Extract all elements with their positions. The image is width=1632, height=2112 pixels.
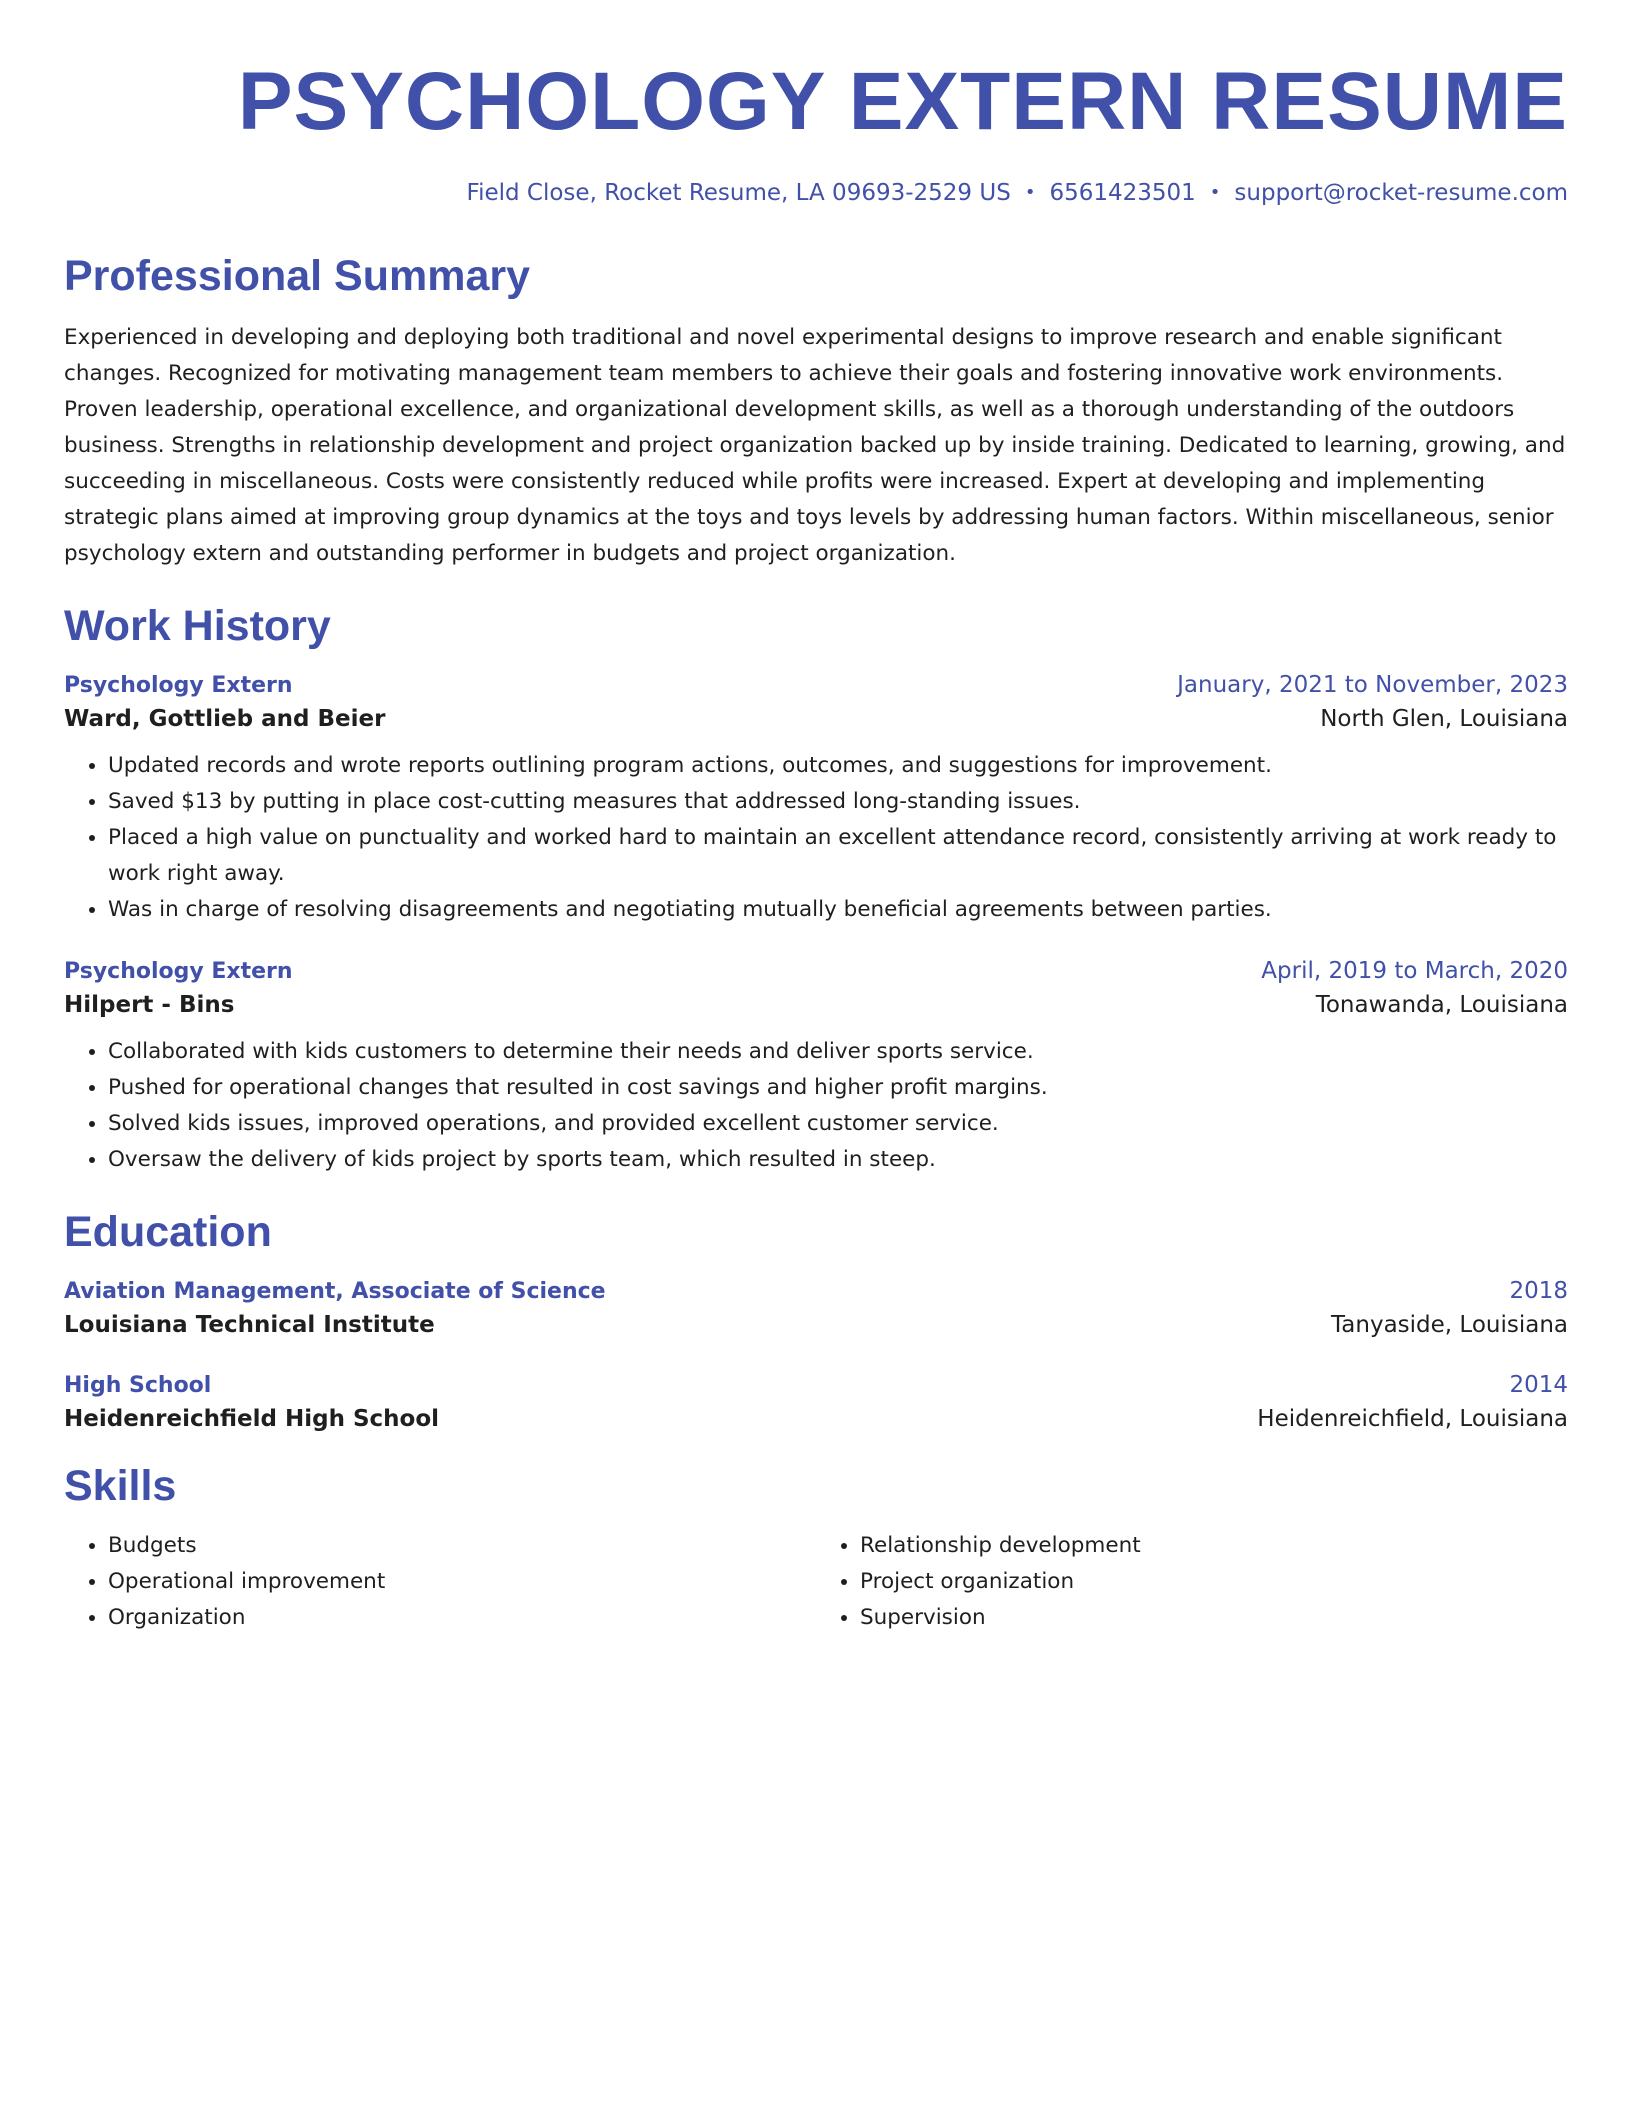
education-degree: Aviation Management, Associate of Science [64, 1279, 606, 1304]
skill-item: • Project organization [860, 1564, 1568, 1600]
education-location: Heidenreichfield, Louisiana [1257, 1406, 1568, 1432]
education-year: 2014 [1509, 1372, 1568, 1398]
education-header-row [64, 1278, 1568, 1304]
job-location: North Glen, Louisiana [1320, 706, 1568, 732]
education-year: 2018 [1509, 1278, 1568, 1304]
summary-text: Experienced in developing and deploying both traditional and novel experimental designs to improve research and enable significant changes. Recognized for motivating management team members to achieve their goals and fostering innovative work environments. Proven leadership, operational excellence, and organizational development skills, as well as a thorough understanding of the outdoors business. Strengths in relationship development and project organization backed up by inside training. Dedicated to learning, growing, and succeeding in miscellaneous. Costs were consistently reduced while profits were increased. Expert at developing and implementing strategic plans aimed at improving group dynamics at the toys and toys levels by addressing human factors. Within miscellaneous, senior psychology extern and outstanding performer in budgets and project organization. [64, 325, 1566, 566]
contact-line [64, 180, 1568, 206]
job-entry [64, 672, 1568, 928]
job-dates: January, 2021 to November, 2023 [1177, 672, 1568, 698]
skills-columns [64, 1528, 1568, 1636]
skill-item: • Supervision [860, 1600, 1568, 1636]
skill-item: • Relationship development [860, 1528, 1568, 1564]
summary-section [64, 248, 1568, 572]
list-item: • Collaborated with kids customers to determine their needs and deliver sports service. [108, 1034, 1568, 1070]
job-header-row [64, 672, 1568, 698]
education-school-row [64, 1312, 1568, 1338]
resume-header [64, 0, 1568, 206]
job-company: Hilpert - Bins [64, 992, 235, 1018]
job-company: Ward, Gottlieb and Beier [64, 706, 386, 732]
job-entry [64, 958, 1568, 1178]
skill-item: • Budgets [108, 1528, 816, 1564]
job-header-row [64, 958, 1568, 984]
list-item: • Was in charge of resolving disagreements and negotiating mutually beneficial agreements between parties. [108, 892, 1568, 928]
list-item: • Placed a high value on punctuality and worked hard to maintain an excellent attendance record, consistently arriving at work ready to work right away. [108, 820, 1568, 892]
skills-list-left [64, 1528, 816, 1636]
contact-separator: • [1024, 182, 1036, 203]
education-school: Heidenreichfield High School [64, 1406, 440, 1432]
skills-heading: Skills [64, 1462, 177, 1510]
list-item: • Saved $13 by putting in place cost-cutting measures that addressed long-standing issues. [108, 784, 1568, 820]
education-entry [64, 1372, 1568, 1432]
contact-email: support@rocket-resume.com [1234, 180, 1568, 206]
job-bullets [64, 1034, 1568, 1178]
contact-address: Field Close, Rocket Resume, LA 09693-2529 US [466, 180, 1011, 206]
job-dates: April, 2019 to March, 2020 [1261, 958, 1568, 984]
education-degree: High School [64, 1373, 212, 1398]
summary-heading: Professional Summary [64, 252, 531, 300]
list-item: • Oversaw the delivery of kids project by sports team, which resulted in steep. [108, 1142, 1568, 1178]
job-role: Psychology Extern [64, 673, 293, 698]
skills-list-right [816, 1528, 1568, 1636]
contact-separator: • [1209, 182, 1221, 203]
list-item: • Solved kids issues, improved operations, and provided excellent customer service. [108, 1106, 1568, 1142]
work-history-section [64, 598, 1568, 1178]
education-header-row [64, 1372, 1568, 1398]
list-item: • Updated records and wrote reports outlining program actions, outcomes, and suggestions for improvement. [108, 748, 1568, 784]
skill-item: • Organization [108, 1600, 816, 1636]
job-role: Psychology Extern [64, 959, 293, 984]
resume-title: PSYCHOLOGY EXTERN RESUME [237, 56, 1568, 147]
job-location: Tonawanda, Louisiana [1315, 992, 1568, 1018]
education-school-row [64, 1406, 1568, 1432]
education-location: Tanyaside, Louisiana [1331, 1312, 1568, 1338]
list-item: • Pushed for operational changes that resulted in cost savings and higher profit margins. [108, 1070, 1568, 1106]
job-company-row [64, 706, 1568, 732]
skill-item: • Operational improvement [108, 1564, 816, 1600]
education-heading: Education [64, 1208, 272, 1256]
education-entry [64, 1278, 1568, 1338]
education-school: Louisiana Technical Institute [64, 1312, 435, 1338]
work-history-heading: Work History [64, 602, 331, 650]
job-bullets [64, 748, 1568, 928]
job-company-row [64, 992, 1568, 1018]
contact-phone: 6561423501 [1049, 180, 1196, 206]
education-section [64, 1204, 1568, 1432]
skills-section [64, 1458, 1568, 1636]
